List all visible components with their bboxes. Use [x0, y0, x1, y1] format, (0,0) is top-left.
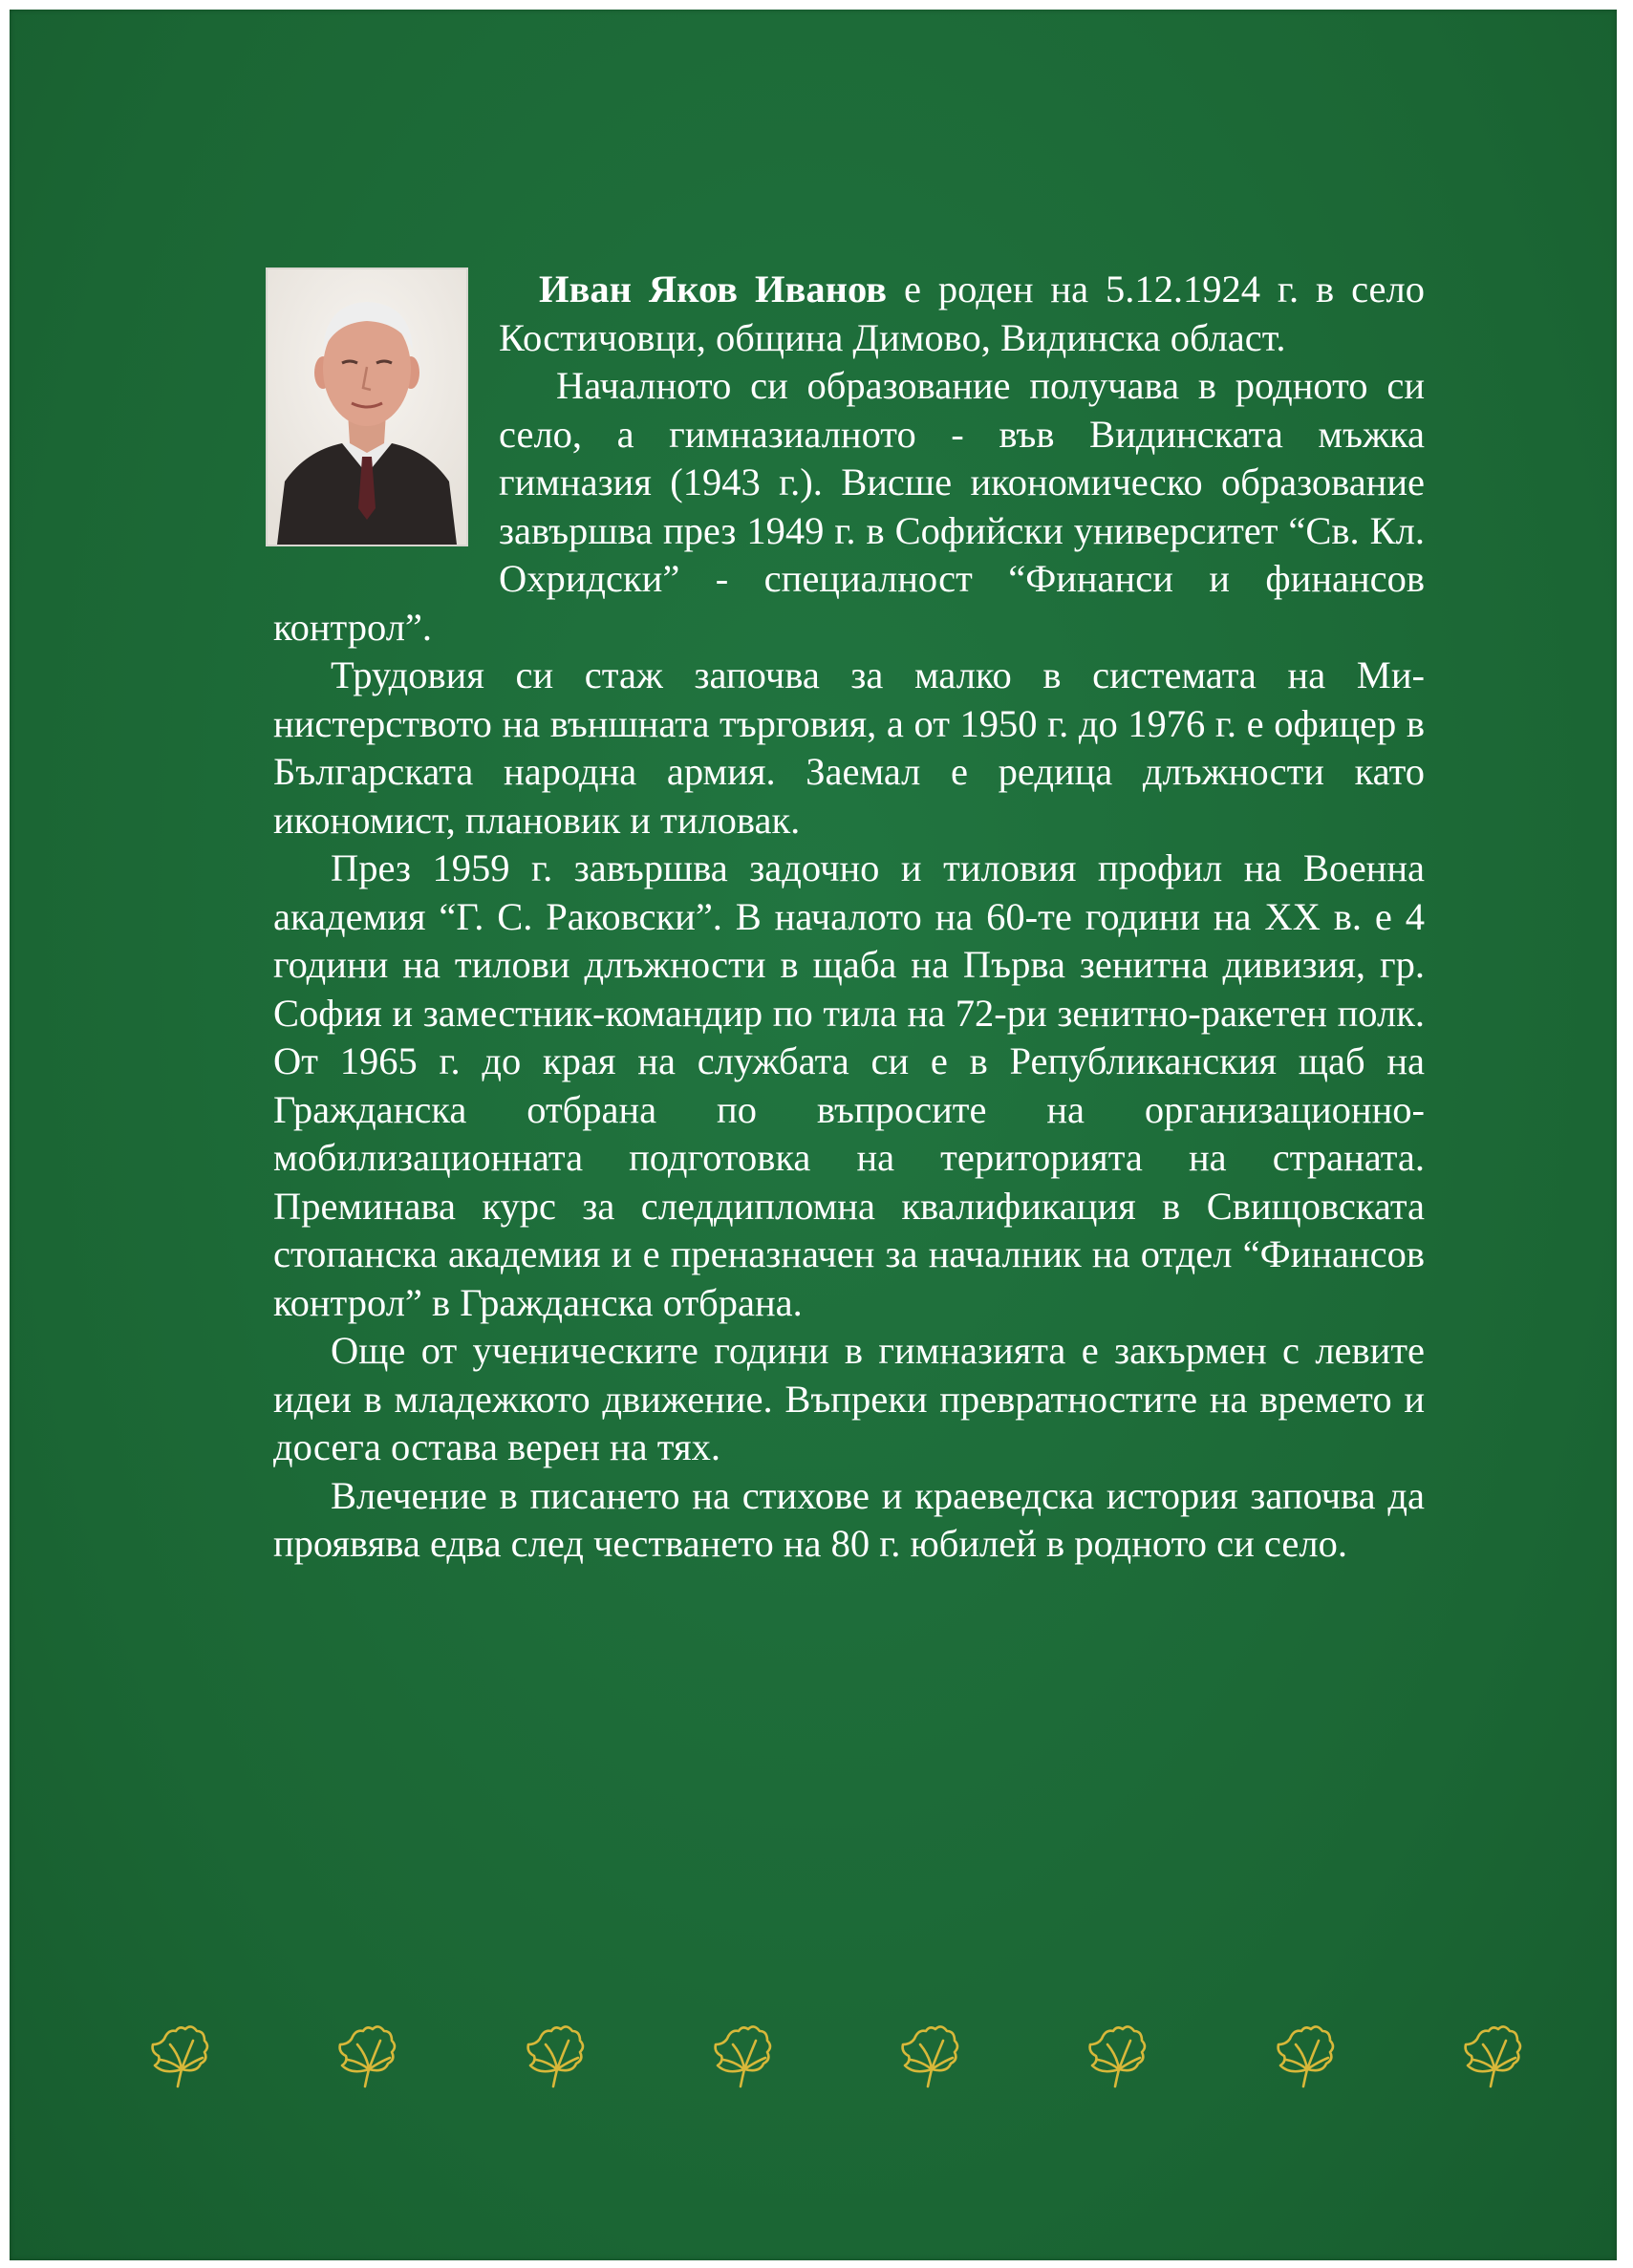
ornament-row [143, 2020, 1529, 2096]
portrait-spacer [273, 266, 482, 581]
bio-paragraph-2: Началното си образование получава в родното си село, а гимназиалното - във Видинската мъжка гимназия (1943 г.). Висше икономическо образование завършва през 1949 г. в Софийски университет “Св. Кл. Охридски” - специалност “Финанси и финансов контрол”. [273, 364, 1425, 649]
grape-leaf-icon [1269, 2020, 1342, 2092]
back-cover [10, 10, 1617, 2260]
grape-leaf-icon [331, 2020, 403, 2092]
bio-paragraph-4: През 1959 г. завършва задочно и тиловия профил на Военна академия “Г. С. Раковски”. В началото на 60-те години на XX в. е 4 години на тилови длъжности в щаба на Първа зенитна дивизия, гр. София и заместник-командир по тила на 72-ри зенитно-ракетен полк. От 1965 г. до края на службата си е в Републиканския щаб на Гражданска отбрана по въпросите на организационно-мобилизационната подготовка на територията на страната. Преминава курс за следдипломна квалификация в Свищовската стопанска академия и е преназначен за началник на отдел “Финансов контрол” в Гражданска отбрана. [273, 846, 1425, 1324]
bio-paragraph-5: Още от ученическите години в гимназията е закърмен с левите идеи в младежкото движение. Въпреки превратностите на времето и досега остава верен на тях. [273, 1329, 1425, 1468]
bio-paragraph-1-text: е роден на 5.12.1924 г. в село Костичовци, община Димово, Видинска област. [499, 267, 1425, 359]
grape-leaf-icon [706, 2020, 779, 2092]
author-name: Иван Яков Иванов [539, 267, 888, 310]
bio-paragraph-6: Влечение в писането на стихове и краеведска история започва да проявява едва след честването на 80 г. юбилей в родното си село. [273, 1473, 1425, 1565]
grape-leaf-icon [1081, 2020, 1153, 2092]
biography-text [273, 266, 1425, 1569]
grape-leaf-icon [519, 2020, 591, 2092]
grape-leaf-icon [1456, 2020, 1529, 2092]
grape-leaf-icon [893, 2020, 966, 2092]
grape-leaf-icon [143, 2020, 216, 2092]
bio-paragraph-3: Трудовия си стаж започва за малко в системата на Министерството на външната търговия, а от 1950 г. до 1976 г. е офицер в Българската народна армия. Заемал е редица длъжности като икономист, плановик и тиловак. [273, 653, 1425, 842]
